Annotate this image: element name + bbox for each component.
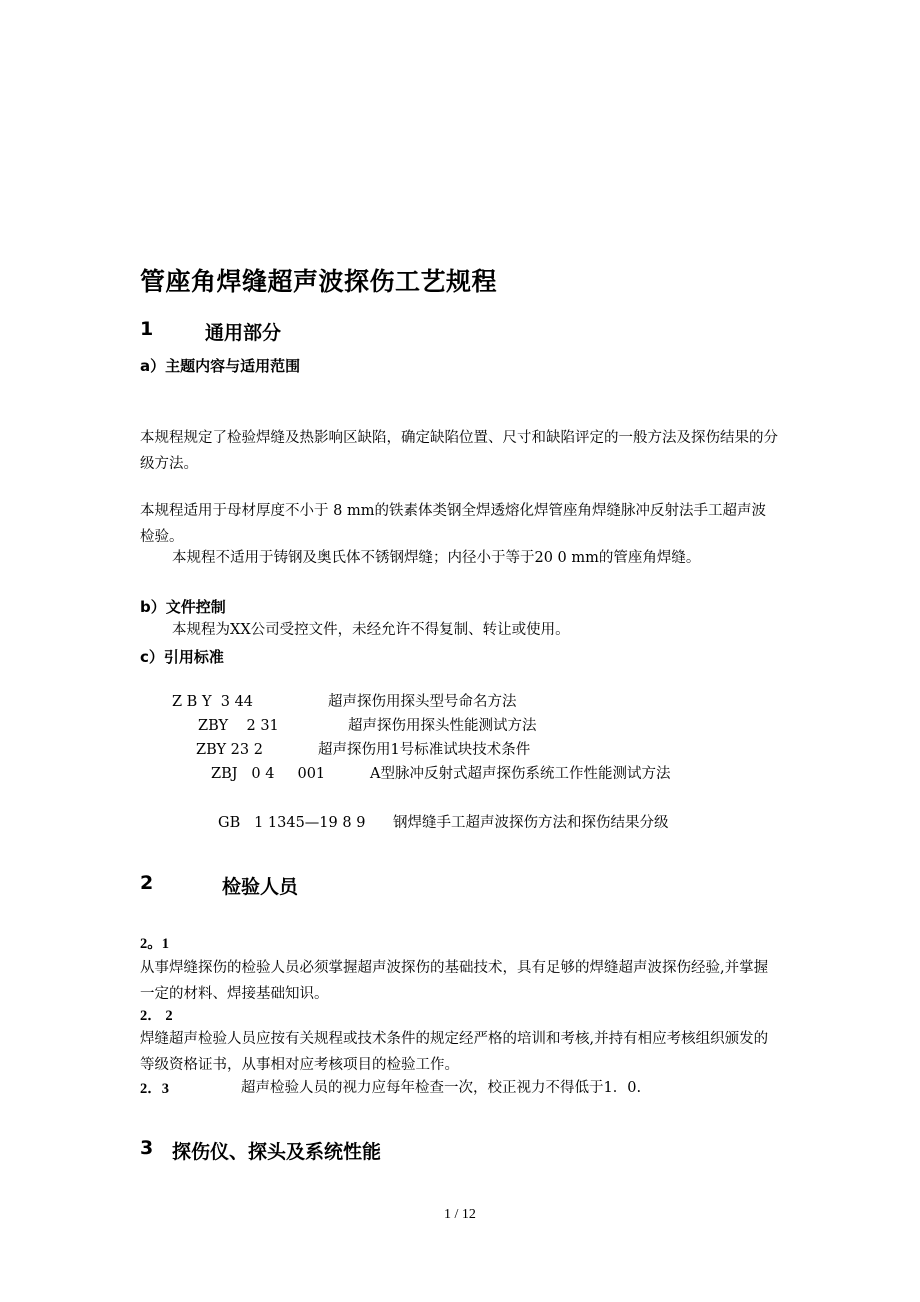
- section-2-number: 2: [140, 872, 154, 894]
- standard-name-1: 超声探伤用探头型号命名方法: [328, 694, 517, 710]
- standard-code-5: GB 1 1345—19 8 9: [218, 815, 366, 831]
- standard-name-5: 钢焊缝手工超声波探伤方法和探伤结果分级: [393, 815, 669, 831]
- section-3-heading: 探伤仪、探头及系统性能: [172, 1141, 382, 1163]
- paragraph-scope-2: 本规程适用于母材厚度不小于 8 mm的铁素体类钢全焊透熔化焊管座角焊缝脉冲反射法手工超声波检验。: [140, 503, 766, 545]
- paragraph-scope-1: 本规程规定了检验焊缝及热影响区缺陷，确定缺陷位置、尺寸和缺陷评定的一般方法及探伤结果的分级方法。: [140, 430, 778, 472]
- standard-name-4: A型脉冲反射式超声探伤系统工作性能测试方法: [370, 766, 671, 782]
- subsection-b-heading: b）文件控制: [140, 598, 226, 616]
- item-2-3-number: 2．3: [140, 1081, 169, 1097]
- paragraph-scope-3: 本规程不适用于铸钢及奥氏体不锈钢焊缝；内径小于等于20 0 mm的管座角焊缝。: [172, 550, 701, 566]
- section-1-heading: 通用部分: [205, 322, 282, 344]
- standard-code-2: ZBY 2 31: [198, 718, 279, 734]
- standard-code-3: ZBY 23 2: [196, 742, 263, 758]
- page-number: 1 / 12: [444, 1207, 476, 1222]
- standard-name-2: 超声探伤用探头性能测试方法: [348, 718, 537, 734]
- standard-name-3: 超声探伤用1号标准试块技术条件: [318, 742, 531, 758]
- standard-code-1: Z B Y 3 44: [172, 694, 254, 710]
- item-2-2-number: 2． 2: [140, 1008, 173, 1024]
- subsection-c-heading: c）引用标准: [140, 648, 224, 666]
- section-3-number: 3: [140, 1137, 154, 1159]
- standard-code-4: ZBJ 0 4 001: [211, 766, 326, 782]
- section-1-number: 1: [140, 318, 154, 340]
- item-2-1-number: 2。1: [140, 936, 169, 952]
- document-title: 管座角焊缝超声波探伤工艺规程: [140, 267, 498, 296]
- section-2-heading: 检验人员: [222, 876, 299, 898]
- subsection-a-heading: a）主题内容与适用范围: [140, 357, 301, 375]
- document-control-text: 本规程为XX公司受控文件，未经允许不得复制、转让或使用。: [172, 622, 570, 638]
- item-2-2-text: 焊缝超声检验人员应按有关规程或技术条件的规定经严格的培训和考核,并持有相应考核组织颁发的等级资格证书，从事相对应考核项目的检验工作。: [140, 1031, 769, 1073]
- item-2-3-text: 超声检验人员的视力应每年检查一次，校正视力不得低于1．0.: [241, 1080, 642, 1096]
- item-2-1-text: 从事焊缝探伤的检验人员必须掌握超声波探伤的基础技术，具有足够的焊缝超声波探伤经验,并掌握一定的材料、焊接基础知识。: [140, 960, 769, 1002]
